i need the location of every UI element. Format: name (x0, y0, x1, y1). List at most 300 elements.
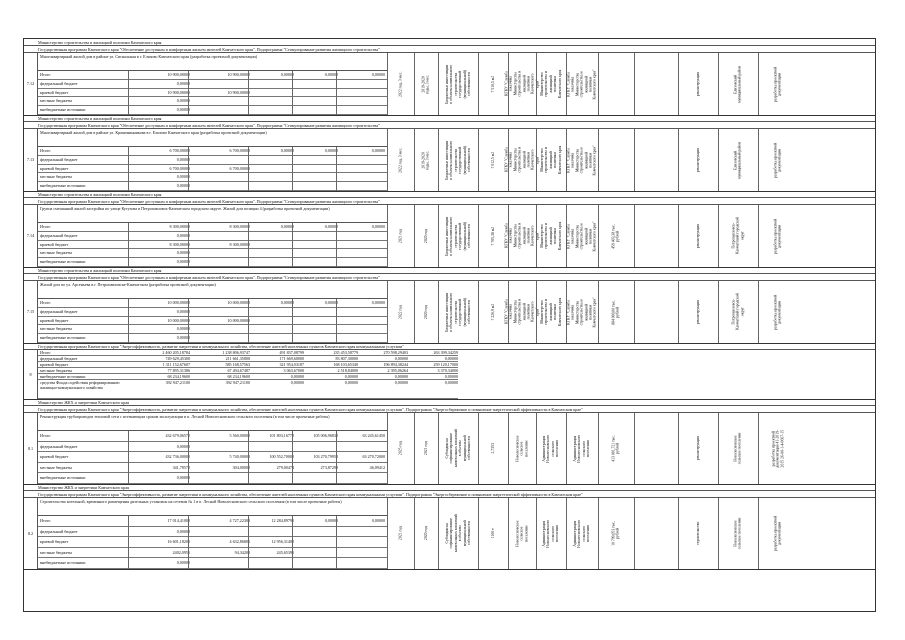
funding-amount (294, 241, 338, 250)
funding-amount: 341,78570 (172, 464, 190, 470)
attribute-cell (536, 129, 566, 191)
funding-amount: 4 727,22300 (229, 518, 250, 523)
section-body (38, 129, 875, 191)
attribute-cell (598, 129, 634, 191)
row-number: 8.2 (24, 498, 38, 569)
funding-amount (190, 308, 250, 317)
funding-amount: 0,00000 (394, 380, 408, 385)
funding-source-label: федеральный бюджет (40, 232, 78, 238)
object-section (24, 115, 875, 191)
funding-source-label: Итого (40, 224, 51, 229)
funding-amount (294, 527, 338, 538)
funding-amount: 0,00000 (280, 300, 294, 305)
object-name: Жилой дом по ул. Арсеньева в г. Петропавловске-Камчатском (разработка проектной документации) (38, 281, 387, 299)
funding-amount: 0,00000 (371, 518, 385, 523)
funding-amount (250, 232, 294, 241)
attribute-text: разработка проектной документации 41-2019-2015 26-00-1-4-0667-15 (771, 429, 785, 468)
funding-amount (338, 106, 385, 115)
attribute-cell (438, 498, 478, 569)
attribute-text: 413 081,721 тыс. рублей (611, 435, 620, 462)
section-body (38, 498, 875, 569)
column-divider (292, 147, 293, 191)
object-section (24, 399, 875, 484)
funding-amount (338, 473, 385, 484)
attribute-text: Бюджетные инвестиции в объекты капитального строительства государственной (муниципальной) собственности (444, 140, 471, 180)
attribute-text: 2020 год (423, 229, 428, 243)
attribute-text: разработка проектной документации (773, 218, 782, 254)
funding-amount (190, 173, 250, 182)
program-title: Государственная программа Камчатского края "Энергоэффективность, развитие энергетики и коммунального хозяйства, обеспечение жителей населенных пунктов Камчатского края коммунальными услугами" (24, 343, 875, 350)
funding-source-label: краевой бюджет (40, 454, 69, 460)
object-name: Группа смешанной жилой застройки по улице Кутузова в Петропавловск-Камчатском городском округе. Жилой дом позиции 4 (разработка проектной документации) (38, 205, 387, 223)
funding-amount (338, 165, 385, 174)
attribute-cell (718, 498, 758, 569)
attribute-cell (678, 129, 718, 191)
funding-amount: 263 399,34259 (433, 350, 458, 355)
funding-amount: 0,00000 (176, 308, 190, 314)
object-name: Реконструкция трубопроводов тепловой сети с истекающим сроком эксплуатации в п. Лесной Новолесновского сельского поселения (в том числе проектные работы) (38, 413, 387, 431)
attribute-cell (508, 413, 536, 484)
funding-amount (338, 182, 385, 191)
funding-source-label: Итого (40, 300, 51, 305)
funding-amount: 270 598,29403 (383, 350, 408, 355)
funding-source-label: средства Фонда содействия реформированию жилищно-коммунального хозяйства (40, 380, 120, 390)
attribute-cell (438, 53, 478, 115)
column-divider (292, 299, 293, 343)
funding-amount: 0,00000 (176, 443, 190, 449)
column-divider (336, 71, 337, 115)
column-divider (188, 299, 189, 343)
attribute-cell (438, 413, 478, 484)
funding-amount: 432 736,00000 (165, 454, 190, 460)
funding-amount: 0,00000 (176, 250, 190, 256)
column-divider (188, 516, 189, 569)
attribute-cell (387, 129, 414, 191)
attribute-text: Администрация Новолесновского сельского поселения (542, 519, 560, 548)
funding-source-label: внебюджетные источники (40, 475, 86, 481)
funding-amount (338, 156, 385, 165)
summary-body (38, 350, 875, 399)
funding-amount: 491 837,08799 (279, 350, 304, 355)
funding-amount: 10 000,00000 (167, 317, 190, 323)
funding-amount: 0,00000 (371, 72, 385, 77)
funding-amount: 6 700,00000 (229, 165, 250, 171)
attribute-cell (478, 498, 508, 569)
funding-amount (294, 165, 338, 174)
funding-amount (294, 317, 338, 326)
funding-amount (294, 106, 338, 115)
column-divider (188, 431, 189, 484)
funding-source-label: местные бюджеты (40, 174, 73, 180)
attribute-text: Администрация Новолесновского сельского поселения (573, 434, 591, 463)
attribute-cell (758, 281, 798, 343)
funding-amount: 3 370,34000 (437, 368, 458, 373)
section-body (38, 205, 875, 267)
funding-amount: 12 956,31400 (271, 539, 294, 545)
attribute-cell (634, 413, 678, 484)
column-divider (188, 223, 189, 267)
funding-amount: 0,00000 (176, 183, 190, 189)
funding-amount: 6 700,00000 (229, 148, 250, 153)
attribute-text: 7 226,9 м2 (490, 303, 495, 321)
funding-amount (294, 325, 338, 334)
document-table (23, 38, 876, 612)
attribute-text: 2022 год (398, 305, 403, 319)
funding-amount (294, 558, 338, 569)
funding-amount: 432 679,06570 (165, 433, 190, 438)
program-header: Государственная программа Камчатского края "Энергоэффективность, развитие энергетики и коммунального хозяйства, обеспечение жителей населенных пунктов Камчатского края коммунальными услугами". Подпрограмма "Энергосбережение и повышение энергетической эффективности в Камчатском крае" (24, 491, 875, 498)
funding-amount (338, 527, 385, 538)
funding-amount: 2 460 205,18784 (162, 350, 190, 355)
funding-amount (250, 442, 294, 453)
funding-amount: 0,00000 (176, 560, 190, 566)
funding-amount (250, 473, 294, 484)
funding-amount (294, 442, 338, 453)
attribute-cell (536, 53, 566, 115)
funding-amount: 10 900,00000 (167, 89, 190, 95)
funding-amount (294, 537, 338, 548)
funding-amount: 10 900,00000 (227, 89, 250, 95)
attribute-text: КГКУ "Служба заказчика Министерства строительства и жилищной политики Камчатского края" (504, 299, 540, 325)
funding-row (38, 308, 387, 317)
attribute-cell (598, 53, 634, 115)
ministry-header: Министерство строительства и жилищной политики Камчатского края (24, 39, 875, 46)
column-divider (128, 71, 129, 115)
funding-amount: 12 284,89795 (271, 518, 294, 523)
funding-source-label: федеральный бюджет (40, 356, 78, 361)
funding-amount (250, 317, 294, 326)
attribute-text: разработка проектной документации (773, 515, 782, 552)
funding-row (38, 325, 387, 334)
attribute-cell (634, 281, 678, 343)
funding-amount (338, 537, 385, 548)
funding-source-label: краевой бюджет (40, 362, 69, 367)
attribute-text: 10 799,053 тыс. рублей (611, 521, 620, 546)
funding-source-label: местные бюджеты (40, 368, 73, 373)
funding-source-label: федеральный бюджет (40, 156, 78, 162)
funding-amount (338, 558, 385, 569)
funding-amount (250, 241, 294, 250)
attribute-text: КГКУ "Служба заказчика Министерства строительства и жилищной политики Камчатского края" (566, 220, 598, 252)
funding-amount (250, 173, 294, 182)
funding-amount: 8 300,00000 (169, 224, 190, 229)
funding-row (38, 241, 387, 250)
funding-amount: 196 894,38244 (383, 362, 408, 367)
attribute-cell (504, 53, 540, 115)
attribute-cell (758, 205, 798, 267)
attribute-text: Елизовский муниципальный район (733, 141, 742, 179)
attribute-text: 2022 год, 3 мес. (398, 147, 403, 173)
funding-amount: 8 300,00000 (169, 241, 190, 247)
row-number: 7.12 (24, 53, 38, 115)
funding-row (38, 537, 387, 548)
program-summary (24, 343, 875, 399)
attribute-text: Елизовский муниципальный район (733, 65, 742, 103)
funding-amount (294, 173, 338, 182)
attribute-cell (536, 498, 566, 569)
attribute-cell (414, 205, 438, 267)
funding-amount (190, 442, 250, 453)
attribute-text: 7 705,38 м2 (490, 226, 495, 246)
funding-source-label: краевой бюджет (40, 539, 69, 545)
attribute-cell (387, 413, 414, 484)
funding-amount (250, 106, 294, 115)
funding-source-label: Итого (40, 433, 51, 438)
attribute-cell (536, 281, 566, 343)
attribute-cell (598, 413, 634, 484)
funding-amount (250, 325, 294, 334)
attribute-cell (634, 205, 678, 267)
funding-amount (338, 173, 385, 182)
attribute-text: 459 403,38 тыс. рублей (611, 223, 620, 249)
object-name: Строительство котельной, временного размещения дизельных установок на сетевом № 1 в п. Лесной Новолесновского сельского поселения (в том числе проектные работы) (38, 498, 387, 516)
funding-amount (190, 106, 250, 115)
funding-row (38, 97, 387, 106)
attribute-cell (758, 53, 798, 115)
column-divider (248, 431, 249, 484)
funding-amount (294, 258, 338, 267)
column-divider (336, 223, 337, 267)
funding-source-label: местные бюджеты (40, 326, 73, 332)
section-body (38, 413, 875, 484)
funding-amount (190, 182, 250, 191)
funding-amount: 749 629,45300 (165, 356, 190, 361)
attribute-cell (634, 53, 678, 115)
funding-amount (294, 182, 338, 191)
attribute-cell (536, 413, 566, 484)
funding-amount (190, 473, 250, 484)
attribute-text: 2021 год (423, 441, 428, 456)
funding-amount (294, 156, 338, 165)
funding-source-label: федеральный бюджет (40, 528, 78, 534)
funding-source-label: краевой бюджет (40, 241, 69, 247)
funding-amount: 0,00000 (444, 380, 458, 385)
column-divider (248, 147, 249, 191)
attribute-text: 2019-2020 годы, 3 мес. (421, 74, 430, 94)
attribute-cell (504, 281, 540, 343)
funding-source-label: федеральный бюджет (40, 80, 78, 86)
attribute-text: 2020 год (423, 305, 428, 319)
ministry-header: Министерство строительства и жилищной политики Камчатского края (24, 115, 875, 122)
funding-amount: 0,00000 (344, 380, 358, 385)
funding-amount (294, 80, 338, 89)
funding-amount (294, 97, 338, 106)
funding-amount (190, 156, 250, 165)
funding-amount: 6 700,00000 (169, 165, 190, 171)
funding-amount: 2 395,06264 (387, 368, 408, 373)
column-divider (128, 431, 129, 484)
funding-row (38, 317, 387, 326)
funding-source-label: внебюджетные источники (40, 560, 86, 566)
funding-amount: 77 895,31386 (167, 368, 190, 373)
funding-amount: 0,00000 (444, 356, 458, 361)
funding-amount (338, 241, 385, 250)
funding-amount (338, 80, 385, 89)
column-divider (128, 147, 129, 191)
funding-amount: 8 300,00000 (229, 224, 250, 229)
funding-amount: 0,00000 (176, 335, 190, 341)
funding-amount: 10 900,00000 (227, 72, 250, 77)
funding-row (38, 527, 387, 538)
funding-amount: 16 601,18205 (167, 539, 190, 545)
attribute-cell (678, 498, 718, 569)
attribute-text: 2022 год, 3 мес. (398, 71, 403, 97)
funding-amount (294, 308, 338, 317)
funding-amount: 245,65395 (276, 549, 294, 555)
attribute-text: 7 012,5 м2 (490, 151, 495, 169)
funding-amount: 0,00000 (280, 148, 294, 153)
funding-amount (338, 258, 385, 267)
funding-amount: 0,00000 (324, 518, 338, 523)
column-divider (128, 516, 129, 569)
funding-amount: 0,00000 (324, 300, 338, 305)
funding-source-label: внебюджетные источники (40, 183, 86, 189)
object-section (24, 267, 875, 343)
row-number: 7.15 (24, 281, 38, 343)
funding-amount: 10 000,00000 (167, 300, 190, 305)
object-section (24, 39, 875, 115)
funding-amount: 10 000,00000 (227, 317, 250, 323)
row-number: 7.14 (24, 205, 38, 267)
attribute-cell (598, 205, 634, 267)
attribute-text: 7 510,5 м2 (490, 75, 495, 93)
funding-amount (190, 249, 250, 258)
attribute-cell (718, 53, 758, 115)
funding-amount: 211 661,35800 (225, 356, 250, 361)
funding-amount: 0,00000 (394, 374, 408, 379)
attribute-text: Администрация Новолесновского сельского поселения (573, 519, 591, 548)
attribute-cell (566, 281, 598, 343)
funding-amount (250, 156, 294, 165)
funding-row (38, 558, 387, 569)
attribute-cell (634, 129, 678, 191)
funding-amount: 2402,0955 (172, 549, 190, 555)
attribute-text: Бюджетные инвестиции в объекты капитального строительства государственной (муниципальной) собственности (444, 64, 471, 104)
column-divider (188, 71, 189, 115)
attribute-cell (414, 281, 438, 343)
funding-source-label: Итого (40, 72, 51, 77)
attribute-cell (438, 129, 478, 191)
ministry-header: Министерство строительства и жилищной политики Камчатского края (24, 267, 875, 274)
funding-amount (190, 80, 250, 89)
funding-amount: 68 234,19600 (167, 374, 190, 379)
attribute-cell (504, 129, 540, 191)
funding-row (38, 173, 387, 182)
column-divider (336, 299, 337, 343)
funding-amount (250, 308, 294, 317)
funding-amount: 10 900,00000 (167, 72, 190, 77)
funding-amount (294, 232, 338, 241)
funding-amount: 0,00000 (176, 107, 190, 113)
funding-amount (190, 232, 250, 241)
attribute-text: реконструкция (695, 436, 700, 461)
attribute-cell (758, 413, 798, 484)
funding-source-label: внебюджетные источники (40, 335, 86, 341)
funding-amount (250, 89, 294, 98)
funding-amount (250, 558, 294, 569)
funding-amount: 101 803,16770 (269, 433, 294, 438)
funding-row (38, 156, 387, 165)
attribute-text: Петропавловск-Камчатский городской округ (731, 217, 745, 255)
attribute-cell (678, 281, 718, 343)
attribute-cell (387, 53, 414, 115)
funding-row (38, 71, 387, 80)
attribute-text: 2020 год (423, 526, 428, 541)
funding-amount: 63 245,61450 (362, 433, 385, 438)
attribute-text: реконструкция (695, 148, 700, 172)
attribute-text: реконструкция (695, 224, 700, 248)
funding-amount: 0,00000 (371, 148, 385, 153)
attribute-text: КГКУ "Служба заказчика Министерства строительства и жилищной политики Камчатского края" (566, 68, 598, 100)
funding-amount: 100 552,70000 (269, 454, 294, 460)
funding-amount: 0,00000 (324, 224, 338, 229)
column-divider (292, 431, 293, 484)
attribute-cell (504, 205, 540, 267)
attribute-text: КГКУ "Служба заказчика Министерства строительства и жилищной политики Камчатского края" (504, 223, 540, 249)
attribute-cell (438, 281, 478, 343)
attribute-text: Новолесновское сельское поселение (733, 517, 742, 550)
attribute-text: Министерство строительства и жилищной политики Камчатского края (539, 69, 562, 99)
funding-amount: 6 700,00000 (169, 148, 190, 153)
column-divider (292, 223, 293, 267)
funding-amount: 0,00000 (176, 80, 190, 86)
funding-amount: 0,00000 (324, 72, 338, 77)
attribute-text: 2021 год (398, 229, 403, 243)
funding-amount (250, 258, 294, 267)
funding-amount: 0,00000 (176, 174, 190, 180)
attribute-text: 884 000,00 тыс. рублей (611, 299, 620, 325)
funding-row (38, 548, 387, 559)
funding-amount: 5 560,00000 (229, 433, 250, 438)
attribute-cell (478, 413, 508, 484)
funding-row (38, 258, 387, 267)
funding-row (38, 165, 387, 174)
attribute-cell (566, 498, 598, 569)
funding-source-label: внебюджетные источники (40, 107, 86, 113)
attribute-text: Субсидии на софинансирование капитальных вложений в объекты муниципальной собственности (444, 514, 471, 553)
attribute-cell (414, 413, 438, 484)
funding-source-label: федеральный бюджет (40, 443, 78, 449)
attribute-text: реконструкция (695, 300, 700, 324)
funding-amount (250, 97, 294, 106)
funding-source-label: Итого (40, 148, 51, 153)
funding-row (38, 442, 387, 453)
attribute-text: Администрация Новолесновского сельского поселения (542, 434, 560, 463)
funding-amount: 0,00000 (176, 156, 190, 162)
attribute-cell (758, 129, 798, 191)
attribute-text: Новолесновское сельское поселение (515, 435, 529, 462)
attribute-text: разработка проектной документации (773, 142, 782, 178)
funding-amount: 0,00000 (290, 374, 304, 379)
attribute-text: КГКУ "Служба заказчика Министерства строительства и жилищной политики Камчатского края" (566, 144, 598, 176)
funding-amount: 0,00000 (280, 72, 294, 77)
funding-amount: 1 311 152,67607 (162, 362, 190, 367)
funding-amount: 4 632,86805 (229, 539, 250, 545)
funding-amount: 304,00000 (232, 464, 250, 470)
funding-amount: 235 453,58779 (333, 350, 358, 355)
attribute-cell (678, 413, 718, 484)
funding-amount: 0,00000 (176, 528, 190, 534)
funding-source-label: местные бюджеты (40, 98, 73, 104)
funding-amount (190, 334, 250, 343)
attribute-text: 2,7353 (490, 443, 495, 454)
attribute-text: 1100 т (490, 528, 495, 539)
funding-amount: 5 740,00000 (229, 454, 250, 460)
funding-source-label: краевой бюджет (40, 89, 69, 95)
funding-amount: 321 954,03187 (279, 362, 304, 367)
funding-amount (338, 249, 385, 258)
row-number: 7.13 (24, 129, 38, 191)
